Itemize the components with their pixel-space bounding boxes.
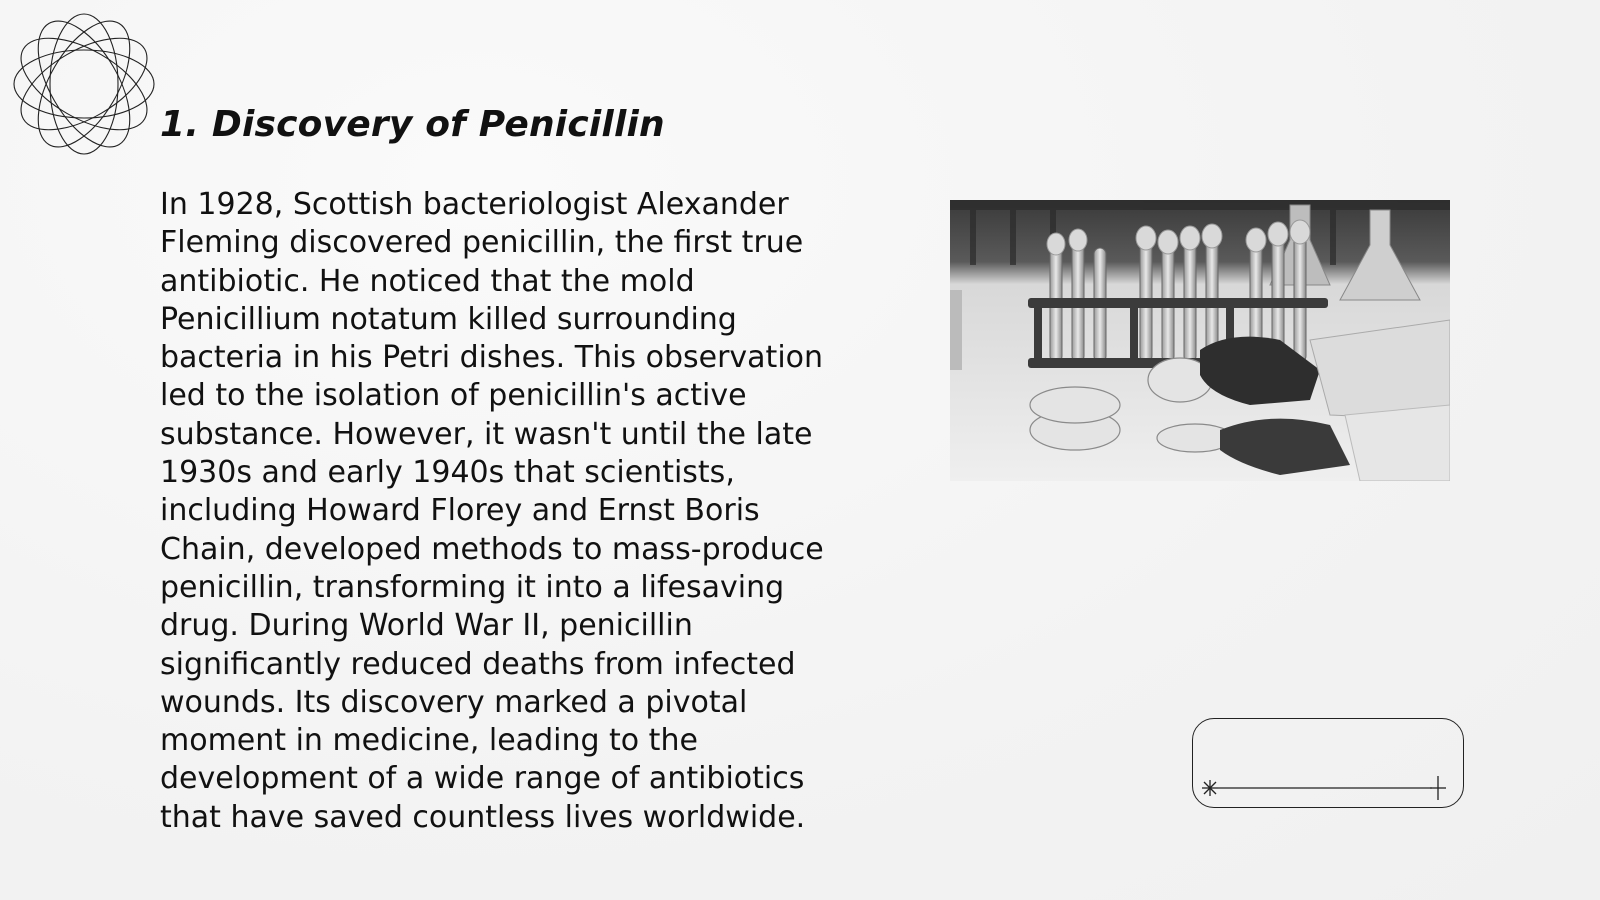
sparkle-icon <box>1430 776 1446 800</box>
spirograph-icon <box>10 10 158 158</box>
slide-title: 1. Discovery of Penicillin <box>160 104 665 145</box>
laboratory-photo <box>950 200 1450 481</box>
starburst-icon <box>1202 780 1218 796</box>
decorative-line <box>1200 776 1450 800</box>
body-paragraph: In 1928, Scottish bacteriologist Alexander Fleming discovered penicillin, the first true antibiotic. He noticed that the mold Penicillium notatum killed surrounding bacteria in his Petri dishes. This observation led to the isolation of penicillin's active substance. However, it wasn't until the late 1930s and early 1940s that scientists, including Howard Florey and Ernst Boris Chain, developed methods to mass-produce penicillin, transforming it into a lifesaving drug. During World War II, penicillin significantly reduced deaths from infected wounds. Its discovery marked a pivotal moment in medicine, leading to the development of a wide range of antibiotics that have saved countless lives worldwide. <box>160 187 824 835</box>
